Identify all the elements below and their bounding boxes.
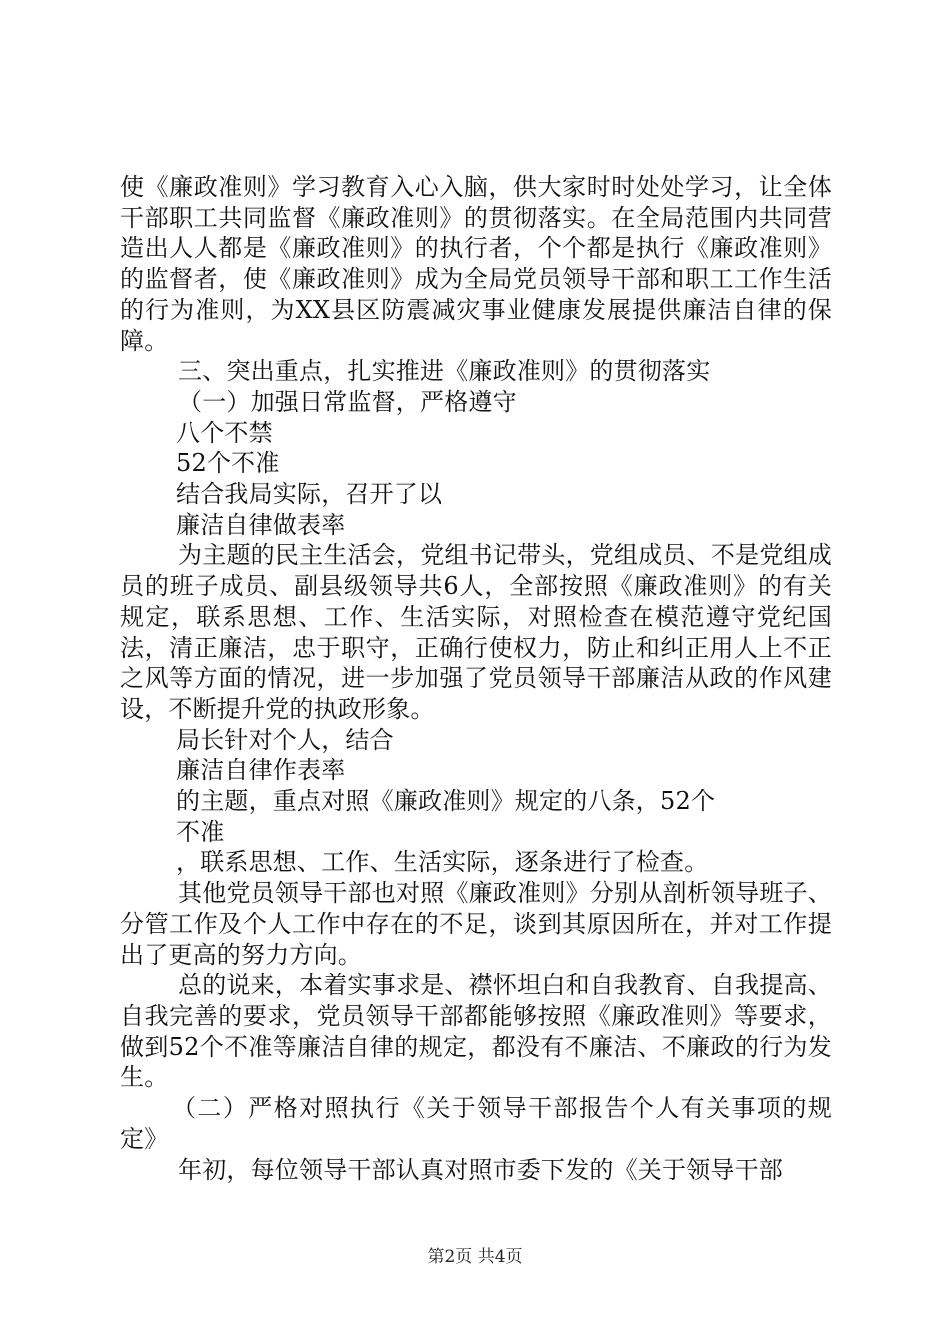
subsection-heading-one: （一）加强日常监督，严格遵守 bbox=[178, 387, 517, 416]
page-footer: 第2页 共4页 bbox=[427, 1247, 523, 1267]
paragraph-other-cadres: 其他党员领导干部也对照《廉政准则》分别从剖析领导班子、分管工作及个人工作中存在的不足，谈到其原因所在，并对工作提出了更高的努力方向。 bbox=[120, 879, 832, 969]
fragment-eight-prohibitions: 八个不禁 bbox=[176, 418, 273, 447]
fragment-not-allowed: 不准 bbox=[176, 817, 225, 846]
fragment-52-rules: 52个不准 bbox=[176, 449, 280, 478]
subsection-heading-two: （二）严格对照执行《关于领导干部报告个人有关事项的规定》 bbox=[120, 1094, 832, 1153]
paragraph-year-start: 年初，每位领导干部认真对照市委下发的《关于领导干部 bbox=[178, 1155, 783, 1184]
fragment-theme: 廉洁自律做表率 bbox=[176, 510, 346, 539]
fragment-director: 局长针对个人，结合 bbox=[176, 725, 394, 754]
section-heading-three: 三、突出重点，扎实推进《廉政准则》的贯彻落实 bbox=[178, 357, 711, 386]
fragment-theme-focus: 的主题，重点对照《廉政准则》规定的八条，52个 bbox=[176, 787, 716, 816]
paragraph-meeting: 为主题的民主生活会，党组书记带头，党组成员、不是党组成员的班子成员、副县级领导共6人，全部按照《廉政准则》的有关规定，联系思想、工作、生活实际，对照检查在模范遵守党纪国法，清正廉洁，忠于职守，正确行使权力，防止和纠正用人上不正之风等方面的情况，进一步加强了党员领导干部廉洁从政的作风建设，不断提升党的执政形象。 bbox=[120, 541, 832, 723]
fragment-meeting-intro: 结合我局实际，召开了以 bbox=[176, 480, 443, 509]
document-body bbox=[120, 172, 832, 1185]
paragraph-summary: 总的说来，本着实事求是、襟怀坦白和自我教育、自我提高、自我完善的要求，党员领导干部都能够按照《廉政准则》等要求，做到52个不准等廉洁自律的规定，都没有不廉洁、不廉政的行为发生。 bbox=[120, 971, 832, 1092]
fragment-checked: ，联系思想、工作、生活实际，逐条进行了检查。 bbox=[176, 848, 709, 877]
fragment-theme-2: 廉洁自律作表率 bbox=[176, 756, 346, 785]
paragraph-intro: 使《廉政准则》学习教育入心入脑，供大家时时处处学习，让全体干部职工共同监督《廉政准则》的贯彻落实。在全局范围内共同营造出人人都是《廉政准则》的执行者，个个都是执行《廉政准则》的监督者，使《廉政准则》成为全局党员领导干部和职工工作生活的行为准则，为XX县区防震减灾事业健康发展提供廉洁自律的保障。 bbox=[120, 173, 832, 355]
